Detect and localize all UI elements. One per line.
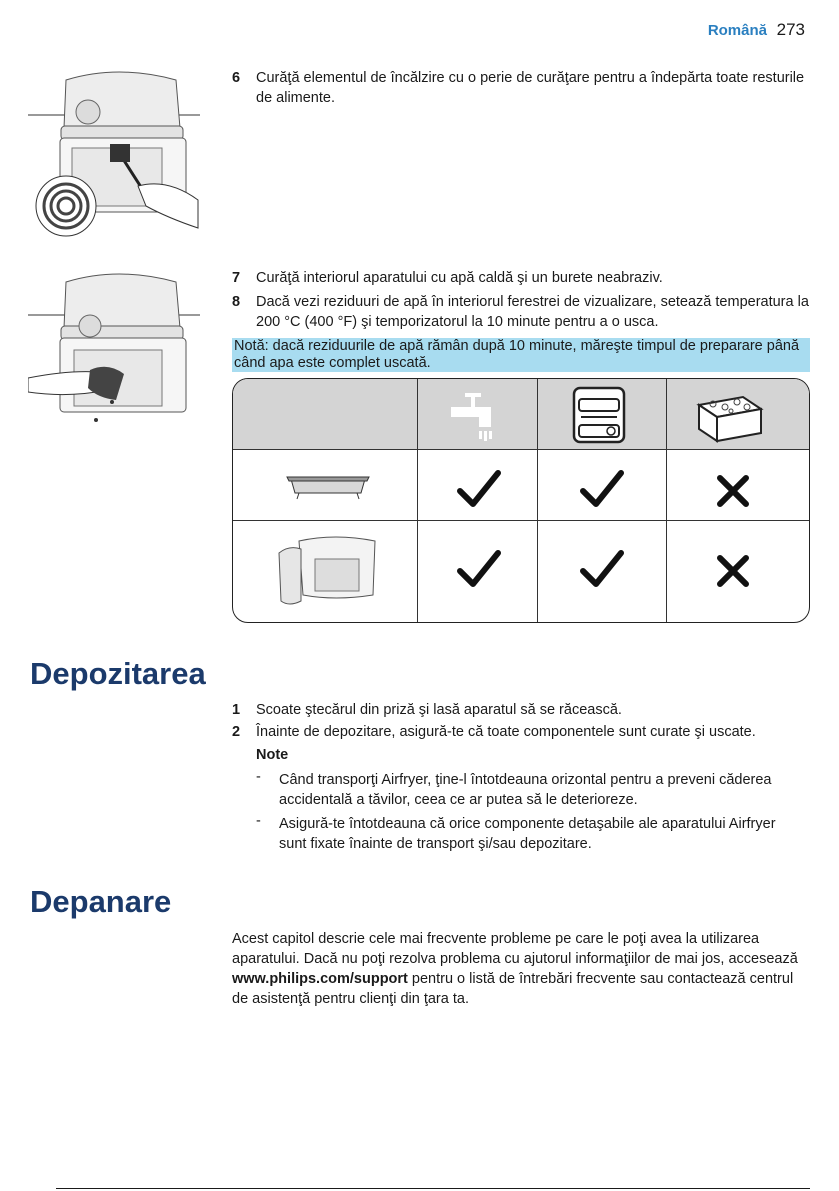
storage-step-1 — [232, 700, 810, 720]
step-text: Scoate ştecărul din priză şi lasă aparatul să se răcească. — [256, 702, 622, 718]
step-text: Înainte de depozitare, asigură-te că toate componentele sunt curate şi uscate. — [256, 724, 756, 740]
section-title-troubleshooting: Depanare — [30, 884, 172, 919]
step-7 — [232, 268, 810, 288]
step-8 — [232, 292, 810, 332]
step-text: Dacă vezi reziduuri de apă în interiorul ferestrei de vizualizare, setează temperatura la 200 °C (400 °F) şi temporizatorul la 10 minute pentru a o usca. — [256, 294, 809, 330]
sponge-icon — [693, 387, 765, 445]
step-6 — [232, 68, 810, 108]
section-title-storage: Depozitarea — [30, 656, 206, 691]
airfryer-sponge-illustration — [28, 270, 204, 428]
note-item: - Când transporţi Airfryer, ţine-l întotdeauna orizontal pentru a preveni căderea accidentală a tăvilor, ceea ce ar putea să le deterioreze. — [256, 770, 796, 810]
language-label: Română — [707, 22, 767, 39]
footer-divider — [56, 1188, 810, 1189]
cross-icon — [715, 553, 751, 589]
tap-water-icon — [447, 387, 507, 443]
cleaning-table — [232, 378, 810, 623]
step-number: 7 — [232, 270, 241, 286]
basket-icon — [275, 531, 379, 613]
grill-plate-icon — [283, 465, 373, 505]
note-text: Asigură-te întotdeauna că orice componente detaşabile ale aparatului Airfryer sunt fixate înainte de transport şi/sau depozitare. — [279, 816, 776, 852]
step-text: Curăţă interiorul aparatului cu apă caldă şi un burete neabraziv. — [256, 270, 663, 286]
note-highlight: Notă: dacă reziduurile de apă rămân după 10 minute, măreşte timpul de preparare până când apa este complet uscată. — [232, 338, 810, 372]
check-icon — [580, 469, 624, 509]
step-number: 6 — [232, 70, 241, 86]
step-number: 8 — [232, 294, 241, 310]
support-link[interactable]: www.philips.com/support — [232, 971, 408, 987]
step-number: 1 — [232, 702, 241, 718]
dishwasher-icon — [571, 385, 627, 445]
check-icon — [580, 549, 624, 589]
note-text: Când transporţi Airfryer, ţine-l întotdeauna orizontal pentru a preveni căderea accidentală a tăvilor, ceea ce ar putea să le deterioreze. — [279, 772, 772, 808]
step-number: 2 — [232, 724, 241, 740]
step-text: Curăţă elementul de încălzire cu o perie de curăţare pentru a îndepărta toate resturile de alimente. — [256, 70, 805, 106]
check-icon — [457, 469, 501, 509]
page-number: 273 — [776, 20, 805, 39]
cross-icon — [715, 473, 751, 509]
notes-heading: Note — [256, 747, 289, 763]
airfryer-brush-illustration — [28, 68, 204, 240]
troubleshooting-paragraph: Acest capitol descrie cele mai frecvente probleme pe care le poţi avea la utilizarea aparatului. Dacă nu poţi rezolva problema cu ajutorul informaţiilor de mai jos, accesează www.philips.com/support pentru o listă de întrebări frecvente sau contactează centrul de asistenţă pentru clienţi din ţara ta. — [232, 931, 798, 1007]
check-icon — [457, 549, 501, 589]
note-item: - Asigură-te întotdeauna că orice componente detaşabile ale aparatului Airfryer sunt fixate înainte de transport şi/sau depozitare. — [256, 814, 796, 854]
storage-step-2 — [232, 722, 810, 742]
